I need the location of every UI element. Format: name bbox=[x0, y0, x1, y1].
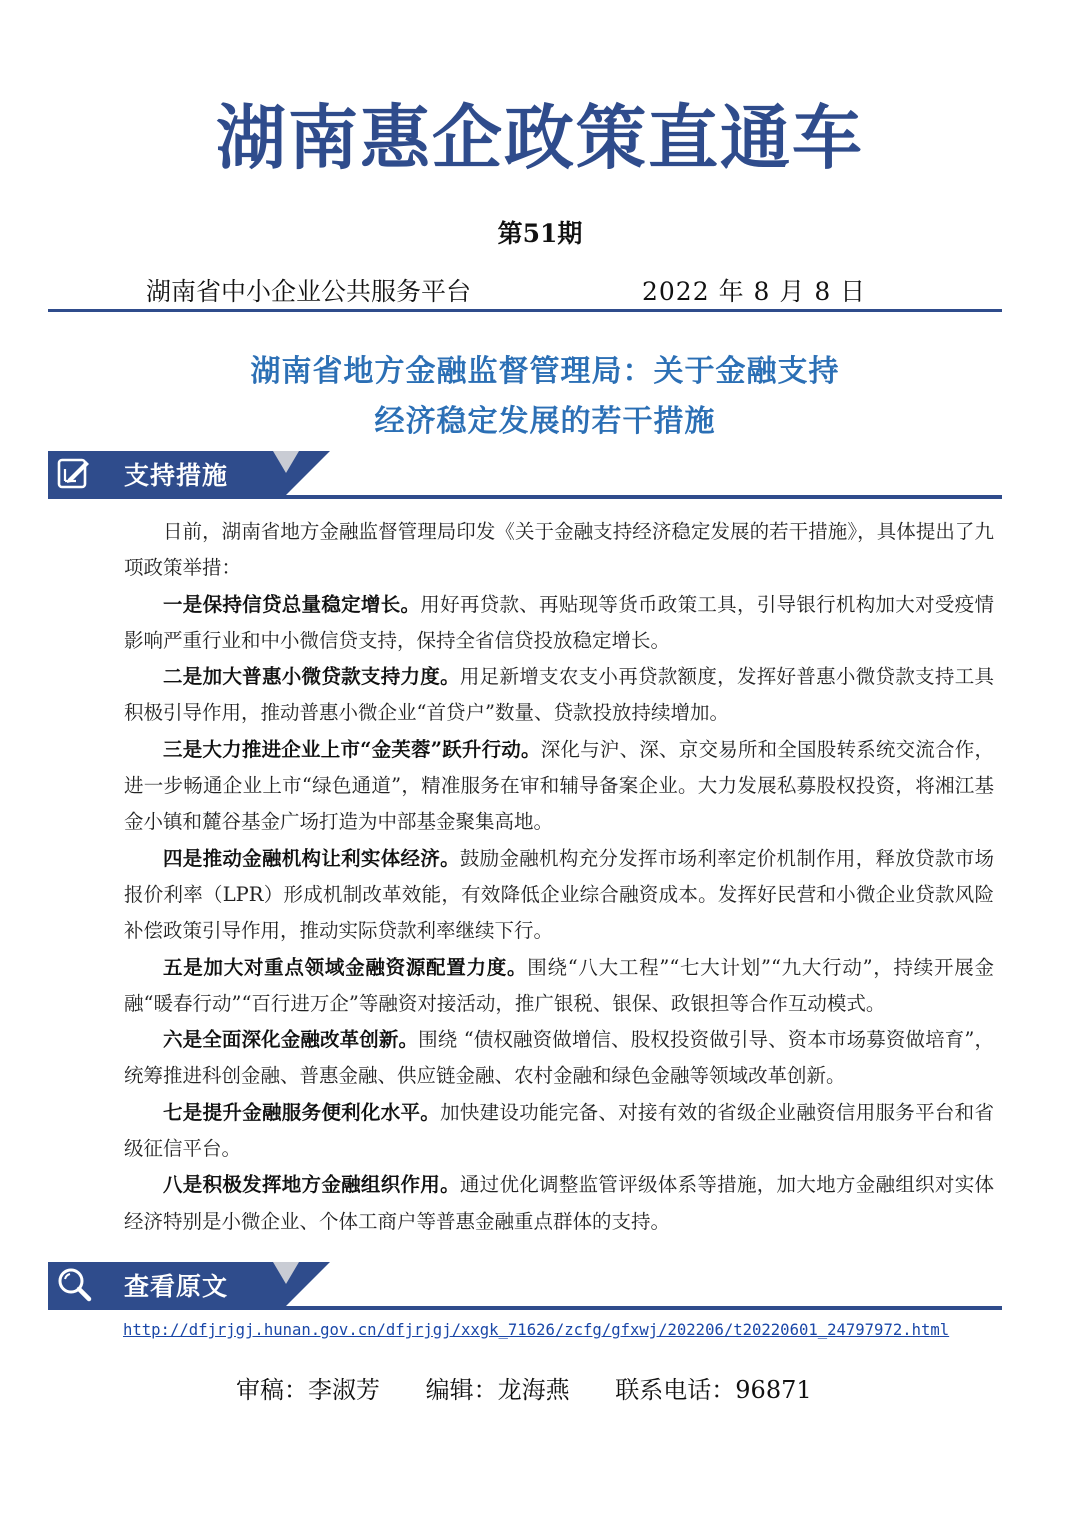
publish-date: 2022 年 8 月 8 日 bbox=[642, 277, 867, 306]
section-underline bbox=[48, 1306, 1002, 1310]
footer-phone: 联系电话：96871 bbox=[615, 1376, 812, 1404]
paragraph-text: 日前，湖南省地方金融监督管理局印发《关于金融支持经济稳定发展的若干措施》，具体提出了九项政策举措： bbox=[124, 520, 994, 580]
measure-text: 加快建设功能完备、对接有效的省级企业融资信用服务平台和省级征信平台。 bbox=[124, 1100, 994, 1161]
measure-text: 用好再贷款、再贴现等货币政策工具，引导银行机构加大对受疫情影响严重行业和中小微信贷支持，保持全省信贷投放稳定增长。 bbox=[124, 592, 994, 652]
measure-lead: 四是推动金融机构让利实体经济。 bbox=[163, 846, 460, 870]
paragraph-measure-2 bbox=[124, 659, 994, 732]
measure-text: 通过优化调整监管评级体系等措施，加大地方金融组织对实体经济特别是小微企业、个体工商户等普惠金融重点群体的支持。 bbox=[124, 1173, 994, 1233]
section-header-original bbox=[48, 1262, 1002, 1310]
measure-text: 围绕 “债权融资做增信、股权投资做引导、资本市场募资做培育”，统筹推进科创金融、普惠金融、供应链金融、农村金融和绿色金融等领域改革创新。 bbox=[124, 1028, 994, 1088]
paragraph-measure-8 bbox=[124, 1167, 994, 1240]
issue-number: 第51期 bbox=[497, 219, 583, 248]
measure-lead: 七是提升金融服务便利化水平。 bbox=[163, 1100, 441, 1124]
measure-lead: 五是加大对重点领域金融资源配置力度。 bbox=[163, 955, 528, 979]
section-header-support bbox=[48, 451, 1002, 499]
header-divider bbox=[48, 309, 1002, 312]
article-headline-line1: 湖南省地方金融监督管理局：关于金融支持 bbox=[250, 354, 840, 389]
article-headline-line2: 经济稳定发展的若干措施 bbox=[374, 404, 716, 439]
paragraph-measure-5 bbox=[124, 950, 994, 1023]
footer-reviewer: 审稿：李淑芳 bbox=[236, 1376, 380, 1404]
article-body bbox=[124, 514, 994, 1240]
paragraph-measure-6 bbox=[124, 1022, 994, 1095]
measure-text: 围绕“八大工程”“七大计划”“九大行动”，持续开展金融“暖春行动”“百行进万企”等融资对接活动，推广银税、银保、政银担等合作互动模式。 bbox=[124, 955, 994, 1015]
measure-text: 深化与沪、深、京交易所和全国股转系统交流合作，进一步畅通企业上市“绿色通道”，精准服务在审和辅导备案企业。大力发展私募股权投资，将湘江基金小镇和麓谷基金广场打造为中部基金聚集高地。 bbox=[124, 737, 994, 834]
masthead-title: 湖南惠企政策直通车 bbox=[216, 97, 864, 179]
measure-lead: 六是全面深化金融改革创新。 bbox=[163, 1028, 419, 1052]
paragraph-measure-1 bbox=[124, 587, 994, 660]
measure-lead: 二是加大普惠小微贷款支持力度。 bbox=[163, 665, 460, 689]
pen-edit-icon bbox=[56, 455, 92, 491]
section-label-support: 支持措施 bbox=[124, 461, 229, 490]
measure-text: 鼓励金融机构充分发挥市场利率定价机制作用，释放贷款市场报价利率（LPR）形成机制改革效能，有效降低企业综合融资成本。发挥好民营和小微企业贷款风险补偿政策引导作用，推动实际贷款利率继续下行。 bbox=[124, 846, 994, 943]
footer-editor: 编辑：龙海燕 bbox=[425, 1376, 570, 1404]
measure-text: 用足新增支农支小再贷款额度，发挥好普惠小微贷款支持工具积极引导作用，推动普惠小微企业“首贷户”数量、贷款投放持续增加。 bbox=[124, 665, 994, 725]
decorative-triangle bbox=[273, 1262, 299, 1284]
magnifier-icon bbox=[56, 1266, 92, 1302]
footer-credits bbox=[236, 1370, 812, 1405]
decorative-triangle bbox=[273, 451, 299, 473]
paragraph-intro bbox=[124, 514, 994, 587]
section-label-original: 查看原文 bbox=[124, 1272, 229, 1301]
source-link[interactable]: http://dfjrjgj.hunan.gov.cn/dfjrjgj/xxgk_71626/zcfg/gfxwj/202206/t20220601_24797972.html bbox=[123, 1321, 950, 1339]
measure-lead: 八是积极发挥地方金融组织作用。 bbox=[163, 1173, 460, 1197]
publisher-name: 湖南省中小企业公共服务平台 bbox=[146, 277, 472, 306]
paragraph-measure-4 bbox=[124, 841, 994, 950]
paragraph-measure-3 bbox=[124, 732, 994, 841]
measure-lead: 三是大力推进企业上市“金芙蓉”跃升行动。 bbox=[163, 737, 541, 761]
section-underline bbox=[48, 495, 1002, 499]
paragraph-measure-7 bbox=[124, 1095, 994, 1168]
measure-lead: 一是保持信贷总量稳定增长。 bbox=[163, 592, 421, 616]
